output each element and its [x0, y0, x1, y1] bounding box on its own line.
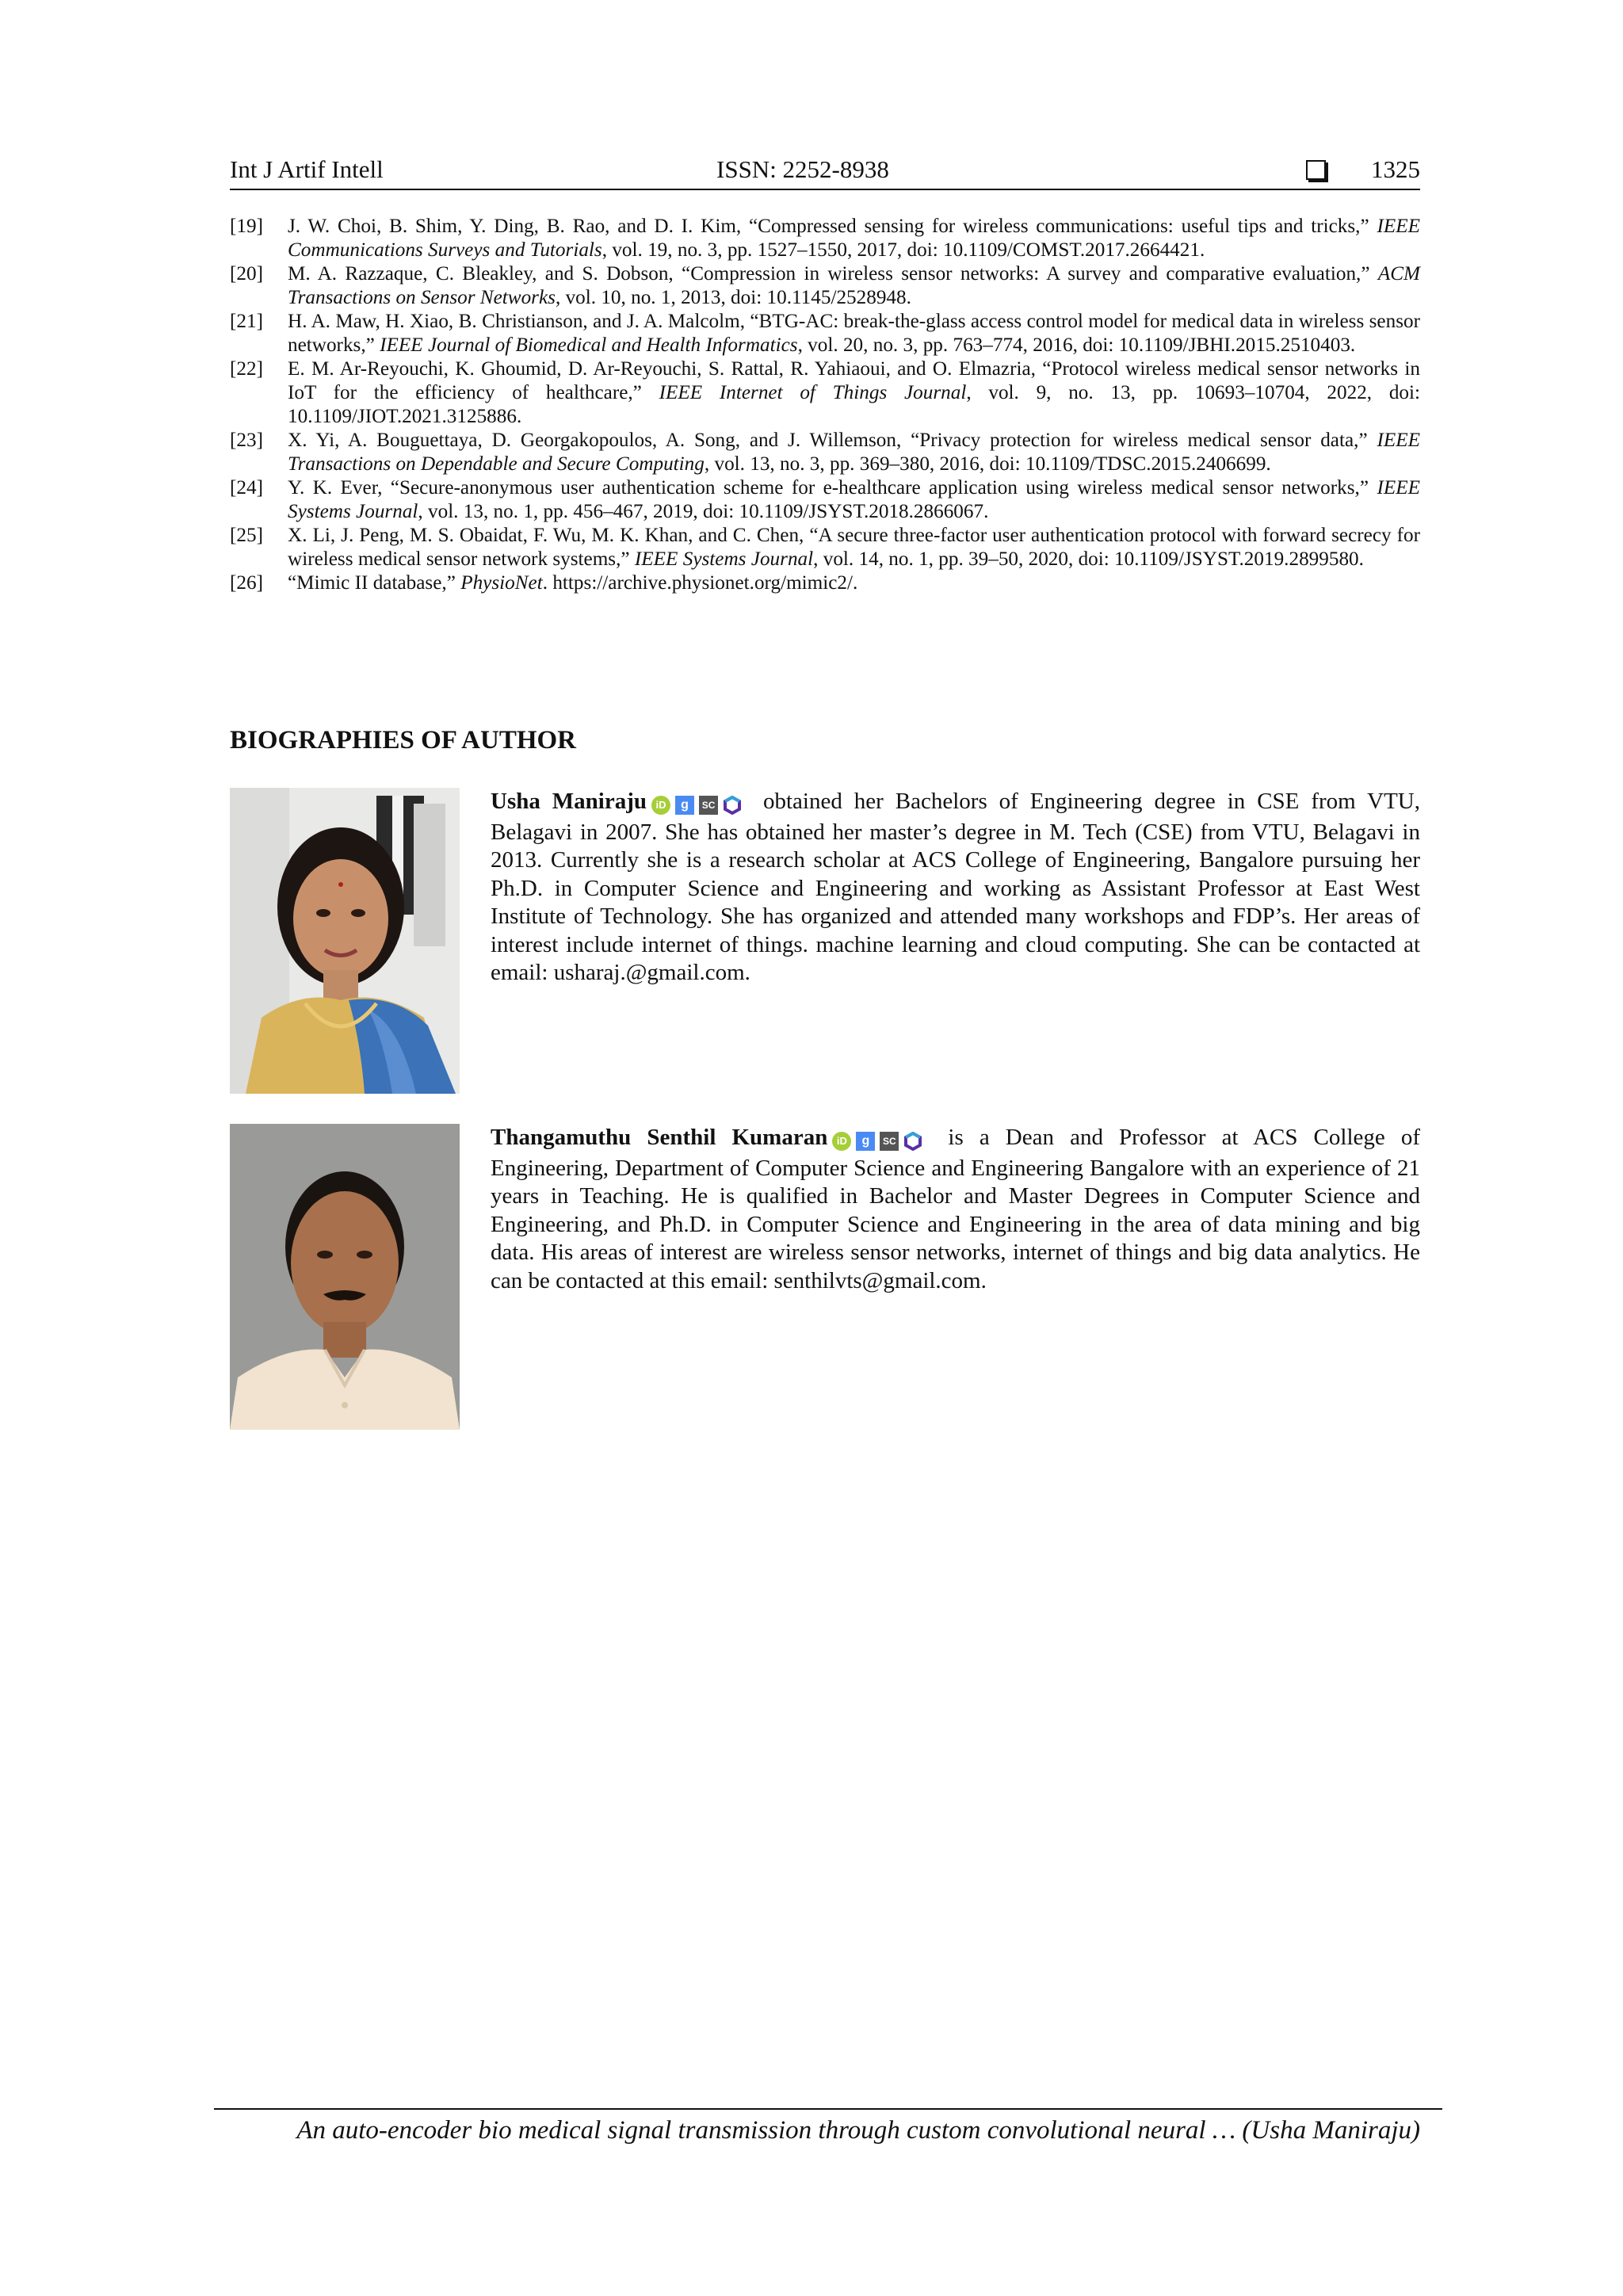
- author-name: Usha Maniraju: [491, 789, 647, 814]
- author-photo: [230, 788, 460, 1094]
- author-bio-text: [491, 788, 1420, 988]
- reference-venue: IEEE Systems Journal: [634, 548, 814, 570]
- author-photo: [230, 1124, 460, 1430]
- square-bullet-icon: [1306, 160, 1326, 180]
- reference-item: [230, 571, 1420, 595]
- google-scholar-icon[interactable]: g: [675, 796, 694, 815]
- running-header: [230, 152, 1420, 190]
- reference-venue: PhysioNet: [460, 572, 543, 594]
- reference-venue: IEEE Internet of Things Journal: [659, 382, 967, 403]
- reference-link[interactable]: . https://archive.physionet.org/mimic2/.: [542, 572, 858, 594]
- reference-text: Y. K. Ever, “Secure-anonymous user authentication scheme for e-healthcare application using wireless medical sensor networks,” IEEE Systems Journal, vol. 13, no. 1, pp. 456–467, 2019, doi: 10.1109/JSYST.2018.2866067.: [288, 477, 1420, 522]
- reference-list: [230, 215, 1420, 595]
- reference-number: [26]: [230, 572, 263, 594]
- reference-number: [23]: [230, 430, 263, 451]
- orcid-icon[interactable]: iD: [651, 796, 670, 815]
- reference-text: X. Li, J. Peng, M. S. Obaidat, F. Wu, M. K. Khan, and C. Chen, “A secure three-factor user authentication protocol with forward secrecy for wireless medical sensor network systems,” IEEE Systems Journal, vol. 14, no. 1, pp. 39–50, 2020, doi: 10.1109/JSYST.2019.2899580.: [288, 525, 1420, 570]
- reference-text: E. M. Ar-Reyouchi, K. Ghoumid, D. Ar-Reyouchi, S. Rattal, R. Yahiaoui, and O. Elmazria, “Protocol wireless medical sensor networks in IoT for the efficiency of healthcare,” IEEE Internet of Things Journal, vol. 9, no. 13, pp. 10693–10704, 2022, doi: 10.1109/JIOT.2021.3125886.: [288, 358, 1421, 427]
- author-photo-illustration: [230, 788, 460, 1094]
- author-id-icons: [832, 1126, 927, 1155]
- reference-venue: IEEE Transactions on Dependable and Secure Computing: [288, 430, 1420, 475]
- reference-number: [24]: [230, 477, 263, 499]
- reference-number: [19]: [230, 216, 263, 237]
- reference-venue: IEEE Communications Surveys and Tutorials: [288, 216, 1420, 261]
- publons-icon[interactable]: [723, 796, 742, 815]
- author-id-icons: [651, 790, 747, 819]
- reference-text: X. Yi, A. Bouguettaya, D. Georgakopoulos, A. Song, and J. Willemson, “Privacy protection for wireless medical sensor data,” IEEE Transactions on Dependable and Secure Computing, vol. 13, no. 3, pp. 369–380, 2016, doi: 10.1109/TDSC.2015.2406699.: [288, 430, 1420, 475]
- author-bio-body: is a Dean and Professor at ACS College of Engineering, Department of Computer Science and Engineering Bangalore with an experience of 21 years in Teaching. He is qualified in Bachelor and Master Degrees in Computer Science and Engineering, and Ph.D. in Computer Science and Engineering in the area of data mining and big data. His areas of interest are wireless sensor networks, internet of things and big data analytics. He can be contacted at this email: senthilvts@gmail.com.: [491, 1125, 1421, 1293]
- reference-text: H. A. Maw, H. Xiao, B. Christianson, and J. A. Malcolm, “BTG-AC: break-the-glass access control model for medical data in wireless sensor networks,” IEEE Journal of Biomedical and Health Informatics, vol. 20, no. 3, pp. 763–774, 2016, doi: 10.1109/JBHI.2015.2510403.: [288, 311, 1420, 356]
- reference-item: [230, 262, 1420, 310]
- footer-title: An auto-encoder bio medical signal transmission through custom convolutional neural … (Usha Maniraju): [296, 2116, 1420, 2145]
- author-bio-text: [491, 1124, 1420, 1295]
- author-name: Thangamuthu Senthil Kumaran: [491, 1125, 828, 1150]
- publons-icon[interactable]: [903, 1132, 922, 1151]
- reference-item: [230, 310, 1420, 357]
- google-scholar-icon[interactable]: g: [856, 1132, 875, 1151]
- reference-number: [21]: [230, 311, 263, 332]
- reference-venue: IEEE Systems Journal: [288, 477, 1420, 522]
- journal-name: Int J Artif Intell: [230, 155, 384, 183]
- reference-item: [230, 429, 1420, 476]
- reference-number: [25]: [230, 525, 263, 546]
- reference-text: M. A. Razzaque, C. Bleakley, and S. Dobson, “Compression in wireless sensor networks: A survey and comparative evaluation,” ACM Transactions on Sensor Networks, vol. 10, no. 1, 2013, doi: 10.1145/2528948.: [288, 263, 1420, 308]
- reference-text: J. W. Choi, B. Shim, Y. Ding, B. Rao, and D. I. Kim, “Compressed sensing for wireless communications: useful tips and tricks,” IEEE Communications Surveys and Tutorials, vol. 19, no. 3, pp. 1527–1550, 2017, doi: 10.1109/COMST.2017.2664421.: [288, 216, 1420, 261]
- running-footer: [214, 2108, 1442, 2145]
- page-number: 1325: [1371, 155, 1420, 183]
- scopus-icon[interactable]: SC: [880, 1132, 899, 1151]
- reference-item: [230, 215, 1420, 262]
- reference-item: [230, 476, 1420, 524]
- orcid-icon[interactable]: iD: [832, 1132, 851, 1151]
- reference-number: [20]: [230, 263, 263, 285]
- reference-venue: IEEE Journal of Biomedical and Health Informatics: [380, 334, 798, 356]
- reference-number: [22]: [230, 358, 263, 380]
- reference-item: [230, 524, 1420, 571]
- reference-item: [230, 357, 1420, 429]
- author-photo-illustration: [230, 1124, 460, 1430]
- author-bio-body: obtained her Bachelors of Engineering degree in CSE from VTU, Belagavi in 2007. She has obtained her master’s degree in M. Tech (CSE) from VTU, Belagavi in 2013. Currently she is a research scholar at ACS College of Engineering, Bangalore pursuing her Ph.D. in Computer Science and Engineering and working as Assistant Professor at East West Institute of Technology. She has organized and attended many workshops and FDP’s. Her areas of interest include internet of things. machine learning and cloud computing. She can be contacted at email: usharaj.@gmail.com.: [491, 789, 1420, 985]
- reference-venue: ACM Transactions on Sensor Networks: [288, 263, 1420, 308]
- issn: ISSN: 2252-8938: [716, 155, 889, 183]
- reference-text: “Mimic II database,” PhysioNet. https://archive.physionet.org/mimic2/.: [288, 572, 858, 594]
- section-heading: BIOGRAPHIES OF AUTHOR: [230, 726, 577, 755]
- scopus-icon[interactable]: SC: [699, 796, 718, 815]
